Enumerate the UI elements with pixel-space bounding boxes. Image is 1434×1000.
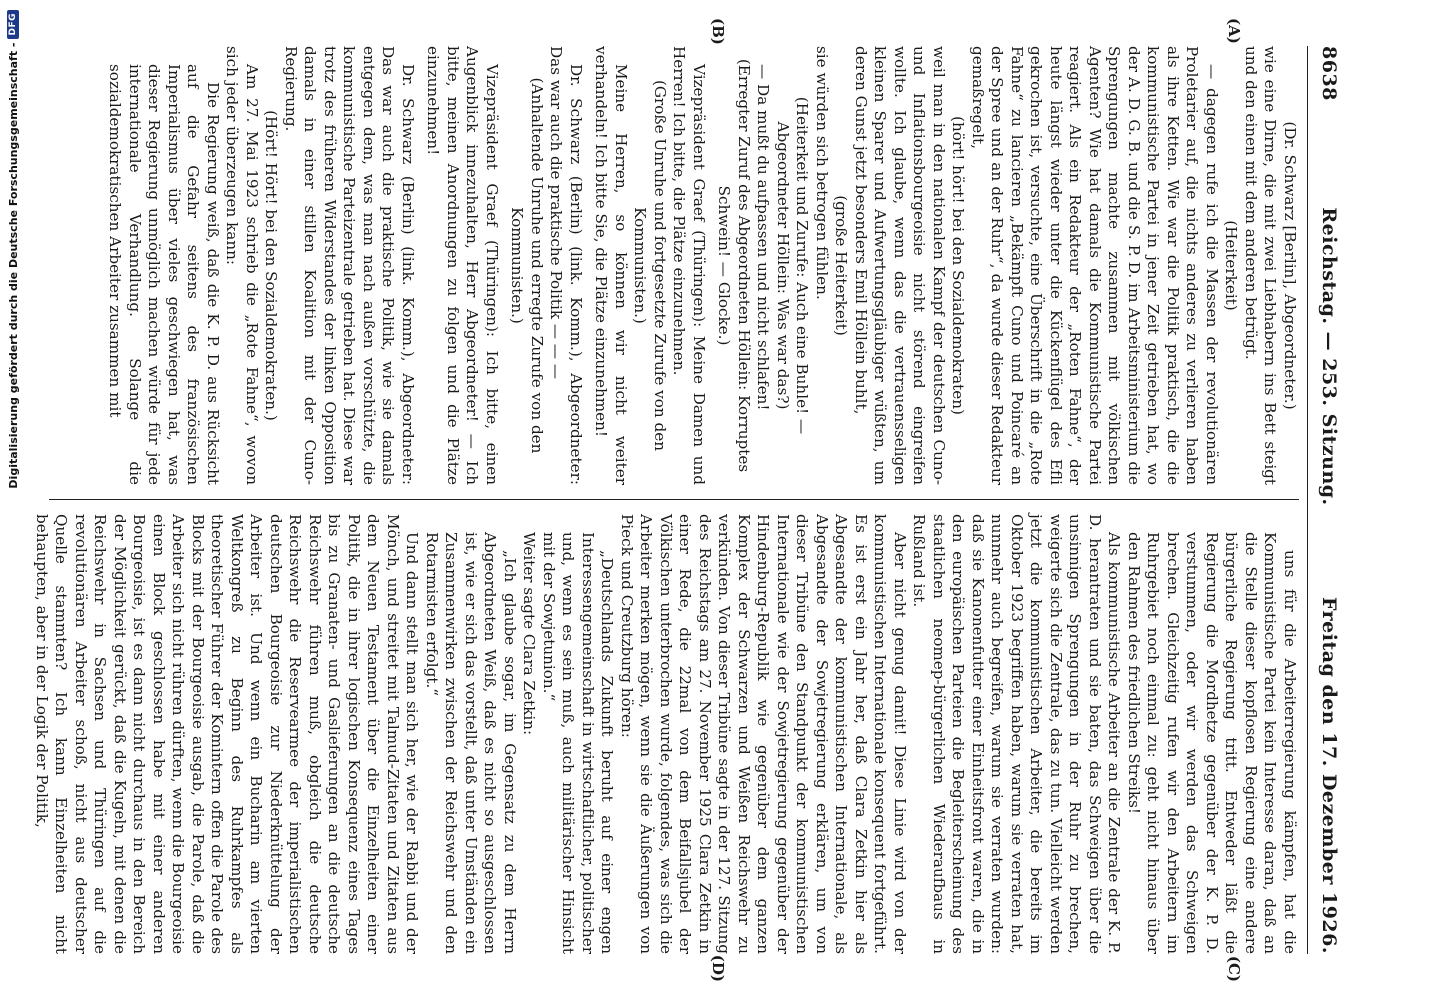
page-number: 8638 [1318, 46, 1340, 101]
margin-mark-c: (C) [1225, 955, 1243, 982]
paragraph: Am 27. Mai 1923 schrieb die „Rote Fahne“, wovon sich jeder überzeugen kann: [223, 46, 261, 485]
paragraph: sie würden sich betrogen fühlen. [813, 46, 831, 300]
quotation: „Ich glaube sogar, im Gegensatz zu dem Herrn Abgeordneten Weiß, daß es nicht so ausgeschlossen ist, wie er sich das vorstellt, daß unter Umständen ein Zusammenwirken zwischen der Reichswehr und den Rotarmisten erfolgt.“ [423, 532, 519, 954]
header-title: Reichstag. — 253. Sitzung. [1318, 207, 1340, 506]
paragraph: Weiter sagte Clara Zetkin: [520, 532, 539, 736]
interjection: (hört! hört! bei den Sozialdemokraten) [949, 116, 968, 415]
header-date: Freitag den 17. Dezember 1926. [1318, 597, 1340, 954]
quotation: „Deutschlands Zukunft beruht auf einer engen Interessengemeinschaft in wirtschaftlicher, politischer und, wenn es sein muß, auch militärischer Hinsicht mit der Sowjetunion.“ [540, 532, 617, 954]
interjection: (Große Unruhe und fortgesetzte Zurufe von den Kommunisten.) [631, 79, 669, 452]
quotation: uns für die Arbeiterregierung kämpfen, hat die Kommunistische Partei kein Interesse daran, daß an die Stelle dieser kopflosen Regierung eine andere bürgerliche Regierung tritt. Entweder läßt die Regierung die Mordhetze gegenüber der K. P. D. verstummen, oder wir werden das Schweigen brechen. Gleichzeitig rufen wir den Arbeitern im Ruhrgebiet noch einmal zu: geht nicht hinaus über den Rahmen des friedlichen Streiks! [1125, 532, 1299, 954]
attribution-text-line [2, 10, 24, 1000]
margin-mark-b: (B) [709, 18, 727, 45]
speaker-paragraph: Vizepräsident Graef (Thüringen): Meine Damen und Herren! Ich bitte, die Plätze einzunehmen. [670, 46, 708, 485]
margin-mark-d: (D) [709, 954, 727, 982]
right-column [33, 500, 1299, 954]
paragraph: Meine Herren, so können wir nicht weiter verhandeln! Ich bitte Sie, die Plätze einzunehmen! [592, 46, 630, 485]
attribution-text: Digitalisierung gefördert durch die Deutsche Forschungsgemeinschaft - [6, 42, 20, 489]
left-column [49, 46, 1299, 500]
paragraph: — dagegen rufe ich die Massen der revolutionären Proletarier auf, die nichts anderes zu verlieren haben als ihre Ketten. Wie war die Politik praktisch, die die kommunistische Partei in jener Zeit getrieben hat, wo der A. D. G. B. und die S. P. D. im Arbeitsministerium die Sprengungen machte zusammen mit völkischen Agenten? Wie hat damals die Kommunistische Partei reagiert. Als ein Redakteur der „Roten Fahne“, der heute längst wieder unter die Kückenflügel des Efli gekrochen ist, versuchte, eine Überschrift in die „Rote Fahne“ zu lancieren „Bekämpft Cuno und Poincaré an der Spree und an der Ruhr“, da wurde dieser Redakteur gemaßregelt, [969, 46, 1221, 485]
paragraph: Und dann stellt man sich her, wie der Rabbi und der Mönch, und streitet mit Talmud-Zitaten und Zitaten aus dem Neuen Testament über die Einzelheiten einer Politik, die in ihrer logischen Konsequenz eines Tages bis zu Granaten- und Gaslieferungen an die deutsche Reichswehr führen muß, obgleich die deutsche Reichswehr die Reservearmee der imperialistischen deutschen Bourgeoisie zur Niederknüttelung der Arbeiter ist. Und wenn ein Bucharin am vierten Weltkongreß zu Beginn des Ruhrkampfes als theoretischer Führer der Komintern offen die Parole des Blocks mit der Bourgeoisie ausgab, die Parole, daß die Arbeiter sich nicht rühren dürften, wenn die Bourgeoisie einen Block geschlossen habe mit einer anderen Bourgeoisie, ist es dann nicht durchaus in den Bereich der Möglichkeit gerückt, daß die Kugeln, mit denen die Reichswehr in Sachsen und Thüringen auf die revolutionären Arbeiter schoß, nicht aus deutscher Quelle stammten? Ich kann Einzelheiten nicht behaupten, aber in der Logik der Politik, [33, 514, 422, 954]
speaker-paragraph: Dr. Schwarz (Berlin) (link. Komm.), Abgeordneter: Das war auch die praktische Politik, wie sie damals entgegen dem, was man nach außen vorschützte, die kommunistische Parteizentrale getrieben hat. Diese war trotz des früheren Widerstandes der linken Opposition damals in einer stillen Koalition mit der Cuno-Regierung. [282, 46, 417, 485]
paragraph: — Da mußt du aufpassen und nicht schlafen! [754, 64, 773, 411]
text-columns [33, 18, 1299, 982]
interjection: (große Heiterkeit) [832, 195, 851, 336]
interjection: (Anhaltende Unruhe und erregte Zurufe von den Kommunisten.) [508, 77, 546, 454]
quotation: Die Regierung weiß, daß die K. P. D. aus Rücksicht auf die Gefahr seitens des französischen Imperialismus über vieles geschwiegen hat, was dieser Regierung unmöglich machen würde für jede internationale Verhandlung. Solange die sozialdemokratischen Arbeiter zusammen mit [106, 64, 222, 485]
dfg-logo: DFG [7, 10, 19, 39]
interjection: (Erregter Zuruf des Abgeordneten Höllein: Korruptes Schwein! — Glocke.) [715, 58, 753, 473]
speaker-continuation: (Dr. Schwarz [Berlin], Abgeordneter.) [1281, 121, 1299, 410]
paragraph: Als kommunistische Arbeiter an die Zentrale der K. P. D. herantraten und sie baten, das Schweigen über die unsinnigen Sprengungen in der Ruhr zu brechen, weigerte sich die Zentrale, das zu tun. Vielleicht werden jetzt die kommunistischen Arbeiter, die bereits im Oktober 1923 begriffen haben, warum sie verraten hat, nunmehr auch begreifen, warum sie verraten wurden: daß sie Kanonenfutter einer Einheitsfront waren, die in den europäischen Parteien die Begleiterscheinung des staatlichen neomep-bürgerlichen Wiederaufbaus in Rußland ist. [910, 514, 1124, 954]
header-rule [1307, 46, 1308, 954]
attribution-strip [2, 0, 28, 1000]
interjection: (Heiterkeit und Zurufe: Auch eine Buhle! — Abgeordneter Höllein: Was war das?) [774, 96, 812, 435]
paragraph: wie eine Dirne, die mit zwei Liebhabern ins Bett steigt und den einen mit dem anderen betrügt. [1242, 46, 1280, 485]
interjection: (Hört! Hört! bei den Sozialdemokraten.) [262, 110, 281, 421]
interjection: (Heiterkeit) [1222, 220, 1241, 311]
page-header [1310, 46, 1340, 954]
speaker-paragraph: Dr. Schwarz (Berlin) (link. Komm.), Abgeordneter: Das war auch die praktische Politik — — — [547, 46, 585, 485]
paragraph: Aber nicht genug damit! Diese Linie wird von der kommunistischen Internationale konsequent fortgeführt. Es ist erst ein Jahr her, daß Clara Zetkin hier als Abgesandte der kommunistischen Internationale, als Abgesandte der Sowjetregierung erklären, um von dieser Tribüne den Standpunkt der kommunistischen Internationale wie der Sowjetregierung gegenüber der Hindenburg-Republik wie gegenüber dem ganzen Komplex der Schwarzen und Weißen Reichswehr zu verkünden. Von dieser Tribüne sagte in der 127. Sitzung des Reichstags am 27. November 1925 Clara Zetkin in einer Rede, die 22mal von dem Beifallsjubel der Völkischen unterbrochen wurde, folgendes, was sich die Arbeiter merken mögen, wenn sie die Äußerungen von Pieck und Creutzburg hören: [618, 514, 909, 954]
margin-mark-a: (A) [1225, 18, 1243, 44]
speaker-paragraph: Vizepräsident Graef (Thüringen): Ich bitte, einen Augenblick innezuhalten, Herr Abgeordneter! — Ich bitte, meinen Anordnungen zu folgen und die Plätze einzunehmen! [424, 46, 501, 485]
paragraph: weil man in den nationalen Kampf der deutschen Cuno- und Inflationsbourgeoisie nicht störend eingreifen wollte. Ich glaube, wenn das die vertrauensseligen kleinen Sparer und Aufwertungsgläubiger wüßten, um deren Gunst jetzt besonders Emil Höllein buhlt, [852, 46, 948, 485]
